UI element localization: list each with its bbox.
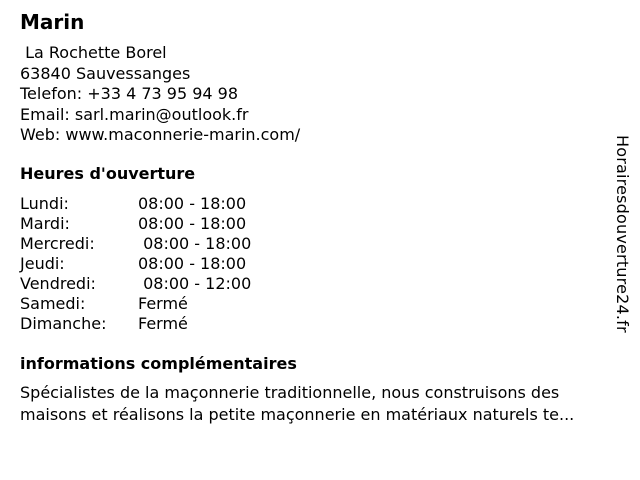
day-label: Vendredi: bbox=[20, 274, 96, 293]
hours-row-wednesday bbox=[20, 234, 251, 254]
contact-block bbox=[20, 43, 300, 146]
time-value: 08:00 - 18:00 bbox=[138, 214, 247, 233]
hours-row-thursday bbox=[20, 254, 251, 274]
time-value: Fermé bbox=[138, 294, 188, 313]
postal-city: 63840 Sauvessanges bbox=[20, 63, 191, 83]
day-label: Mercredi: bbox=[20, 234, 95, 253]
time-value: 08:00 - 18:00 bbox=[138, 194, 247, 213]
hours-row-friday bbox=[20, 274, 251, 294]
day-label: Jeudi: bbox=[20, 254, 65, 273]
hours-row-monday bbox=[20, 194, 251, 214]
day-label: Lundi: bbox=[20, 194, 69, 213]
day-label: Mardi: bbox=[20, 214, 70, 233]
hours-row-tuesday bbox=[20, 214, 251, 234]
hours-row-sunday bbox=[20, 314, 251, 334]
phone-number: Telefon: +33 4 73 95 94 98 bbox=[20, 84, 239, 103]
email-address: Email: sarl.marin@outlook.fr bbox=[20, 104, 249, 124]
time-value: 08:00 - 18:00 bbox=[138, 254, 247, 273]
opening-hours-table bbox=[20, 194, 251, 334]
business-name: Marin bbox=[20, 10, 85, 34]
additional-info-heading: informations complémentaires bbox=[20, 354, 297, 373]
hours-row-saturday bbox=[20, 294, 251, 314]
time-value: 08:00 - 18:00 bbox=[138, 234, 252, 253]
business-description: Spécialistes de la maçonnerie traditionnelle, nous construisons des maisons et réalisons la petite maçonnerie en matériaux naturels te... bbox=[20, 383, 575, 424]
street-address: La Rochette Borel bbox=[20, 43, 167, 62]
time-value: Fermé bbox=[138, 314, 188, 333]
day-label: Dimanche: bbox=[20, 314, 107, 333]
time-value: 08:00 - 12:00 bbox=[138, 274, 252, 293]
opening-hours-heading: Heures d'ouverture bbox=[20, 164, 196, 183]
site-watermark: Horairesdouverture24.fr bbox=[613, 135, 632, 333]
website-address: Web: www.maconnerie-marin.com/ bbox=[20, 125, 301, 144]
day-label: Samedi: bbox=[20, 294, 86, 313]
